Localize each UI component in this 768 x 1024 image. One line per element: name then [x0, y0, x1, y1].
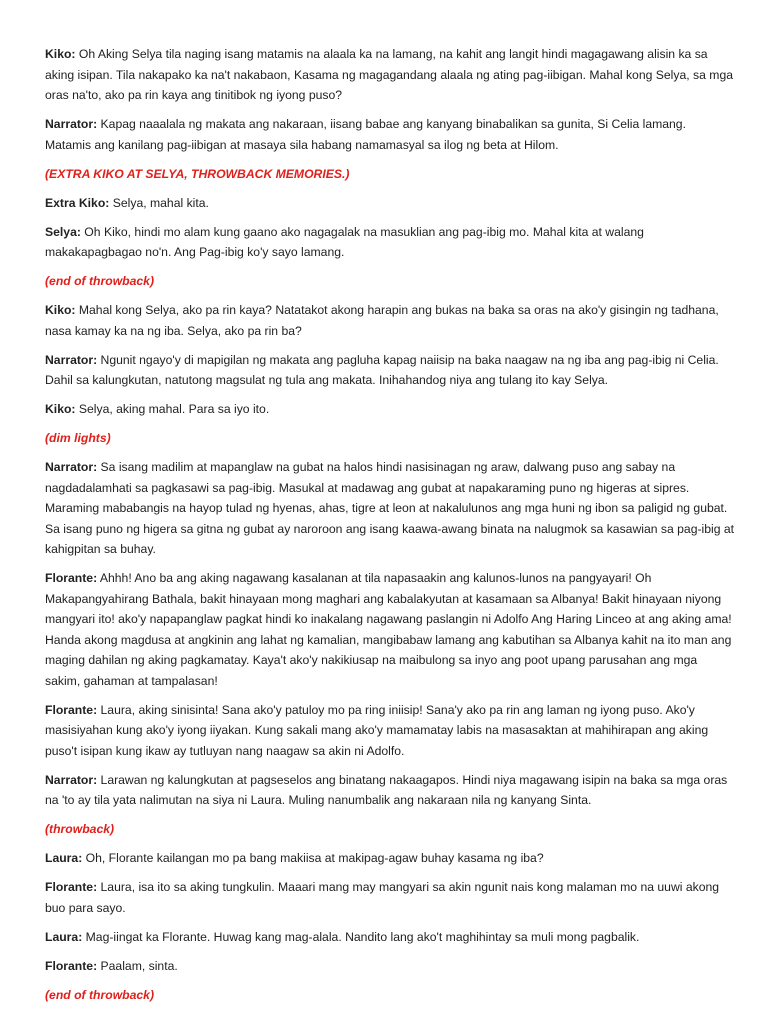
dialogue-line — [45, 350, 735, 391]
dialogue-line — [45, 877, 735, 918]
dialogue-line — [45, 927, 735, 948]
dialogue-line — [45, 700, 735, 762]
speaker-name: Kiko: — [45, 303, 76, 317]
dialogue-text: Laura, isa ito sa aking tungkulin. Maaari mang may mangyari sa akin ngunit nais kong malaman mo na uuwi akong buo para sayo. — [45, 880, 720, 915]
speaker-name: Laura: — [45, 929, 83, 944]
script-page — [45, 44, 735, 1014]
speaker-name: Kiko: — [45, 402, 76, 416]
dialogue-line — [45, 956, 735, 977]
speaker-name: Selya: — [45, 224, 81, 239]
dialogue-line — [45, 848, 735, 869]
stage-direction: (throwback) — [45, 822, 115, 836]
dialogue-text: Mahal kong Selya, ako pa rin kaya? Natatakot akong harapin ang bukas na baka sa oras na ako'y gisingin ng tadhana, nasa kamay ka na ng iba. Selya, ako pa rin ba? — [45, 303, 719, 338]
dialogue-line — [45, 770, 735, 811]
dialogue-text: Oh Aking Selya tila naging isang matamis na alaala ka na lamang, na kahit ang langit hindi magagawang alisin ka sa aking isipan. Tila nakapako ka na't nakabaon, Kasama ng magagandang alaala ng ating pag-iibigan. Mahal kong Selya, sa mga oras na'to, ako pa rin kaya ang tinitibok ng iyong puso? — [45, 47, 734, 102]
stage-direction: (EXTRA KIKO AT SELYA, THROWBACK MEMORIES.) — [45, 166, 350, 181]
dialogue-text: Ahhh! Ano ba ang aking nagawang kasalanan at tila napasaakin ang kalunos-lunos na pangyayari! Oh Makapangyahirang Bathala, bakit hinayaan mong maghari ang kabalakyutan at kasamaan sa Albanya! Bakit hinayaan niyong mangyari ito! ako'y napapanglaw pagkat hindi ko inakalang nagawang paslangin ni Adolfo Ang Haring Linceo at ang aking ama! Handa akong magdusa at angkinin ang lahat ng kamalian, mangibabaw lamang ang kabutihan sa Albanya kahit na ito man ang maging dahilan ng aking pagkamatay. Kaya't ako'y nakikiusap na maibulong sa inyo ang poot upang parusahan ang mga sakim, gahaman at tampalasan! — [45, 571, 732, 688]
speaker-name: Florante: — [45, 958, 98, 973]
dialogue-line — [45, 568, 735, 691]
stage-direction: (end of throwback) — [45, 274, 155, 288]
dialogue-text: Mag-iingat ka Florante. Huwag kang mag-alala. Nandito lang ako't maghihintay sa muli mong pagbalik. — [82, 929, 640, 944]
dialogue-line — [45, 457, 735, 560]
speaker-name: Extra Kiko: — [45, 195, 110, 210]
dialogue-text: Sa isang madilim at mapanglaw na gubat na halos hindi nasisinagan ng araw, dalwang puso ang sabay na nagdadalamhati sa pagkasawi sa pag-ibig. Masukal at madawag ang gubat at napakaraming puno ng higeras at sipres. Maraming mababangis na hayop tulad ng hyenas, ahas, tigre at leon at nakalulunos ang mga huni ng ibon sa paligid ng gubat. Sa isang puno ng higera sa gitna ng gubat ay naroroon ang isang kaawa-awang binata na nalugmok sa kasawian sa pag-ibig at kahigpitan sa buhay. — [45, 460, 735, 556]
dialogue-text: Selya, aking mahal. Para sa iyo ito. — [75, 402, 270, 416]
dialogue-text: Paalam, sinta. — [97, 958, 178, 973]
speaker-name: Florante: — [45, 880, 98, 894]
dialogue-line — [45, 300, 735, 341]
dialogue-text: Larawan ng kalungkutan at pagseselos ang binatang nakaagapos. Hindi niya magawang isipin na baka sa mga oras na 'to ay tila yata nalimutan na siya ni Laura. Muling nanumbalik ang nakaraan nila ng kanyang Sinta. — [45, 772, 728, 807]
speaker-name: Florante: — [45, 571, 98, 585]
speaker-name: Kiko: — [45, 47, 76, 61]
stage-direction: (dim lights) — [45, 431, 111, 445]
stage-direction: (end of throwback) — [45, 987, 155, 1002]
speaker-name: Narrator: — [45, 772, 98, 787]
speaker-name: Florante: — [45, 702, 98, 717]
dialogue-line — [45, 44, 735, 106]
speaker-name: Narrator: — [45, 117, 98, 131]
dialogue-line — [45, 193, 735, 214]
dialogue-line — [45, 114, 735, 155]
dialogue-text: Oh Kiko, hindi mo alam kung gaano ako nagagalak na masuklian ang pag-ibig mo. Mahal kita at walang makakapagbagao no'n. Ang Pag-ibig ko'y sayo lamang. — [45, 224, 644, 259]
dialogue-text: Kapag naaalala ng makata ang nakaraan, iisang babae ang kanyang binabalikan sa gunita, Si Celia lamang. Matamis ang kanilang pag-iibigan at masaya sila habang namamasyal sa ilog ng beta at Hilom. — [45, 117, 686, 152]
dialogue-text: Ngunit ngayo'y di mapigilan ng makata ang pagluha kapag naiisip na baka naagaw na ng iba ang pag-ibig ni Celia. Dahil sa kalungkutan, natutong magsulat ng tula ang makata. Inihahandog niya ang tulang ito kay Selya. — [45, 352, 719, 387]
dialogue-text: Laura, aking sinisinta! Sana ako'y patuloy mo pa ring iniisip! Sana'y ako pa rin ang laman ng iyong puso. Ako'y masisiyahan kung ako'y iyong iiyakan. Kung sakali mang ako'y mamamatay labis na masasaktan at mahihirapan ang aking puso't isipan kung ikaw ay tutluyan nang naagaw sa akin ni Adolfo. — [45, 702, 709, 758]
speaker-name: Laura: — [45, 851, 83, 865]
dialogue-text: Selya, mahal kita. — [109, 195, 209, 210]
dialogue-text: Oh, Florante kailangan mo pa bang makiisa at makipag-agaw buhay kasama ng iba? — [82, 851, 544, 865]
speaker-name: Narrator: — [45, 460, 98, 474]
speaker-name: Narrator: — [45, 352, 98, 367]
dialogue-line — [45, 222, 735, 263]
dialogue-line — [45, 399, 735, 420]
